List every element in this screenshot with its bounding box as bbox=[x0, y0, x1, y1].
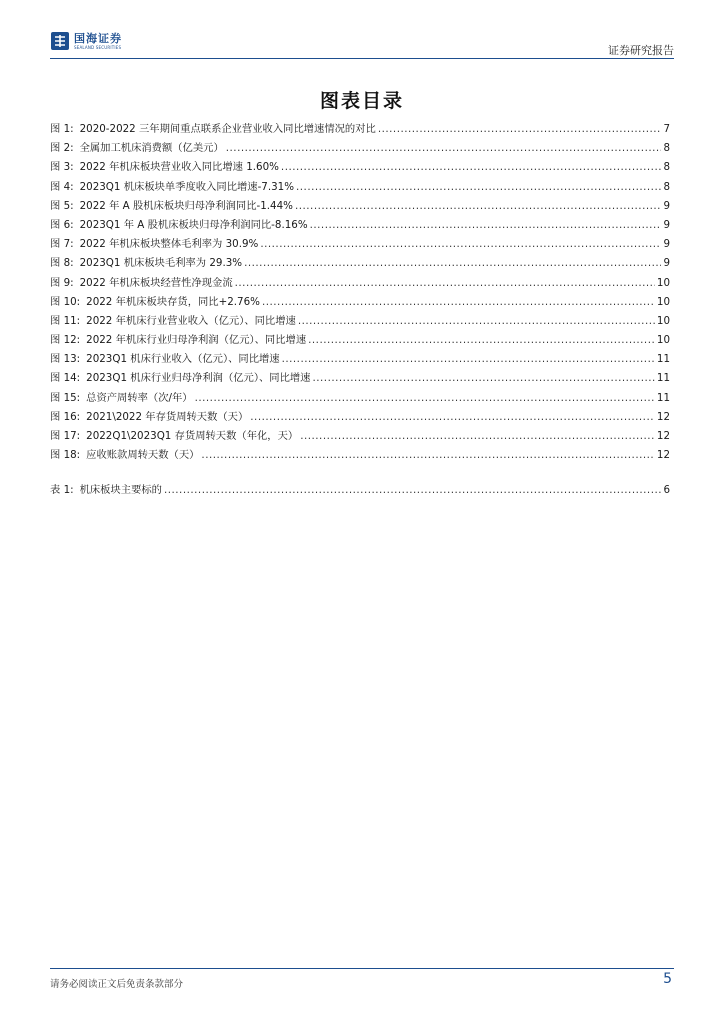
figure-page-number: 12 bbox=[656, 410, 670, 423]
figure-toc-title bbox=[50, 216, 308, 231]
figure-number: 图 14: bbox=[50, 372, 81, 385]
figure-caption: 2022 年 A 股机床板块归母净利润同比-1.44% bbox=[79, 199, 293, 212]
figure-toc-title bbox=[50, 178, 294, 193]
figure-toc-title bbox=[50, 369, 310, 384]
figure-toc-entry[interactable] bbox=[50, 254, 670, 273]
figure-page-number: 9 bbox=[663, 218, 670, 231]
figure-toc-entry[interactable] bbox=[50, 427, 670, 446]
figure-toc-entry[interactable] bbox=[50, 274, 670, 293]
figure-page-number: 10 bbox=[656, 276, 670, 289]
header-divider bbox=[50, 58, 674, 59]
figure-toc-title bbox=[50, 158, 279, 173]
dot-leader bbox=[296, 181, 661, 193]
figure-number: 图 9: bbox=[50, 276, 74, 289]
figure-caption: 2023Q1 机床行业收入（亿元）、同比增速 bbox=[86, 353, 280, 366]
figure-caption: 2022 年机床板块存货，同比+2.76% bbox=[86, 295, 260, 308]
dot-leader bbox=[378, 123, 662, 135]
document-type: 证券研究报告 bbox=[608, 44, 674, 57]
figure-caption: 2022 年机床板块整体毛利率为 30.9% bbox=[79, 238, 259, 251]
figure-toc-entry[interactable] bbox=[50, 139, 670, 158]
figure-caption: 2023Q1 机床板块毛利率为 29.3% bbox=[79, 257, 243, 270]
figure-toc-title bbox=[50, 197, 293, 212]
figure-caption: 2023Q1 机床板块单季度收入同比增速-7.31% bbox=[79, 180, 295, 193]
figure-number: 图 4: bbox=[50, 180, 74, 193]
figure-toc-title bbox=[50, 274, 233, 289]
figure-toc-entry[interactable] bbox=[50, 178, 670, 197]
table-list bbox=[50, 481, 670, 500]
dot-leader bbox=[250, 411, 655, 423]
figure-page-number: 12 bbox=[656, 449, 670, 462]
figure-caption: 应收账款周转天数（天） bbox=[86, 449, 200, 462]
figure-page-number: 11 bbox=[656, 353, 670, 366]
dot-leader bbox=[226, 142, 662, 154]
figure-caption: 2021\2022 年存货周转天数（天） bbox=[86, 410, 249, 423]
figure-page-number: 9 bbox=[663, 238, 670, 251]
figure-toc-entry[interactable] bbox=[50, 216, 670, 235]
dot-leader bbox=[164, 484, 661, 496]
figure-toc-entry[interactable] bbox=[50, 389, 670, 408]
figure-number: 图 11: bbox=[50, 314, 81, 327]
figure-list bbox=[50, 120, 670, 465]
table-caption: 机床板块主要标的 bbox=[79, 484, 162, 496]
figure-page-number: 7 bbox=[663, 123, 670, 135]
figure-number: 图 13: bbox=[50, 353, 81, 366]
page-header bbox=[50, 28, 674, 60]
figure-toc-entry[interactable] bbox=[50, 235, 670, 254]
figure-caption: 2022 年机床板块经营性净现金流 bbox=[79, 276, 233, 289]
dot-leader bbox=[282, 353, 655, 365]
footer-disclaimer: 请务必阅读正文后免责条款部分 bbox=[50, 979, 184, 990]
figure-page-number: 11 bbox=[656, 391, 670, 404]
figure-page-number: 8 bbox=[663, 142, 670, 155]
figure-page-number: 9 bbox=[663, 199, 670, 212]
dot-leader bbox=[312, 372, 654, 384]
figure-caption: 2022 年机床板块营业收入同比增速 1.60% bbox=[79, 161, 279, 174]
dot-leader bbox=[262, 296, 655, 308]
figure-page-number: 10 bbox=[656, 295, 670, 308]
figure-toc-title bbox=[50, 312, 296, 327]
figure-toc-entry[interactable] bbox=[50, 120, 670, 139]
figure-toc-entry[interactable] bbox=[50, 312, 670, 331]
dot-leader bbox=[298, 315, 655, 327]
page-number: 5 bbox=[663, 971, 672, 987]
table-number: 表 1: bbox=[50, 484, 74, 496]
figure-number: 图 6: bbox=[50, 218, 74, 231]
logo-chinese-name: 国海证券 bbox=[74, 31, 122, 45]
figure-number: 图 3: bbox=[50, 161, 74, 174]
figure-toc-title bbox=[50, 331, 306, 346]
figure-number: 图 7: bbox=[50, 238, 74, 251]
figure-toc-title bbox=[50, 293, 260, 308]
dot-leader bbox=[310, 219, 662, 231]
figure-toc-title bbox=[50, 235, 258, 250]
figure-page-number: 10 bbox=[656, 334, 670, 347]
dot-leader bbox=[295, 200, 661, 212]
figure-toc-title bbox=[50, 389, 193, 404]
figure-number: 图 2: bbox=[50, 142, 74, 155]
table-toc-title bbox=[50, 481, 162, 496]
figure-toc-title bbox=[50, 254, 242, 269]
figure-caption: 全属加工机床消费额（亿美元） bbox=[79, 142, 224, 155]
figure-toc-title bbox=[50, 446, 199, 461]
logo-english-name: SEALAND SECURITIES bbox=[74, 44, 122, 50]
figure-page-number: 8 bbox=[663, 180, 670, 193]
figure-number: 图 5: bbox=[50, 199, 74, 212]
company-logo bbox=[50, 30, 122, 52]
dot-leader bbox=[244, 257, 661, 269]
figure-caption: 2022 年机床行业营业收入（亿元）、同比增速 bbox=[86, 314, 296, 327]
figure-toc-entry[interactable] bbox=[50, 369, 670, 388]
figure-toc-entry[interactable] bbox=[50, 158, 670, 177]
dot-leader bbox=[300, 430, 655, 442]
dot-leader bbox=[195, 392, 655, 404]
figure-toc-entry[interactable] bbox=[50, 350, 670, 369]
table-toc-entry[interactable] bbox=[50, 481, 670, 500]
figure-number: 图 12: bbox=[50, 334, 81, 347]
dot-leader bbox=[260, 238, 661, 250]
figure-caption: 总资产周转率（次/年） bbox=[86, 391, 193, 404]
figure-caption: 2023Q1 年 A 股机床板块归母净利润同比-8.16% bbox=[79, 218, 308, 231]
figure-toc-entry[interactable] bbox=[50, 197, 670, 216]
figure-caption: 2022 年机床行业归母净利润（亿元）、同比增速 bbox=[86, 334, 307, 347]
figure-number: 图 15: bbox=[50, 391, 81, 404]
figure-toc-title bbox=[50, 350, 280, 365]
figure-page-number: 10 bbox=[656, 314, 670, 327]
dot-leader bbox=[308, 334, 655, 346]
page-title: 图表目录 bbox=[319, 90, 404, 112]
figure-toc-title bbox=[50, 139, 224, 154]
dot-leader bbox=[281, 161, 662, 173]
figure-toc-title bbox=[50, 120, 376, 135]
footer-divider bbox=[50, 968, 674, 969]
figure-caption: 2023Q1 机床行业归母净利润（亿元）、同比增速 bbox=[86, 372, 311, 385]
figure-caption: 2022Q1\2023Q1 存货周转天数（年化，天） bbox=[86, 430, 299, 442]
figure-number: 图 8: bbox=[50, 257, 74, 270]
figure-number: 图 17: bbox=[50, 430, 81, 442]
figure-toc-entry[interactable] bbox=[50, 446, 670, 465]
figure-number: 图 1: bbox=[50, 123, 74, 135]
figure-number: 图 18: bbox=[50, 449, 81, 462]
dot-leader bbox=[201, 449, 654, 461]
figure-page-number: 11 bbox=[656, 372, 670, 385]
figure-number: 图 16: bbox=[50, 410, 81, 423]
figure-page-number: 12 bbox=[656, 430, 670, 442]
sealand-logo-icon bbox=[50, 31, 70, 51]
table-page-number: 6 bbox=[663, 484, 670, 496]
figure-toc-entry[interactable] bbox=[50, 331, 670, 350]
figure-toc-entry[interactable] bbox=[50, 408, 670, 427]
figure-toc-title bbox=[50, 408, 248, 423]
dot-leader bbox=[235, 277, 655, 289]
figure-page-number: 8 bbox=[663, 161, 670, 174]
figure-toc-entry[interactable] bbox=[50, 293, 670, 312]
figure-number: 图 10: bbox=[50, 295, 81, 308]
figure-toc-title bbox=[50, 427, 298, 442]
figure-page-number: 9 bbox=[663, 257, 670, 270]
figure-caption: 2020-2022 三年期间重点联系企业营业收入同比增速情况的对比 bbox=[79, 123, 376, 135]
